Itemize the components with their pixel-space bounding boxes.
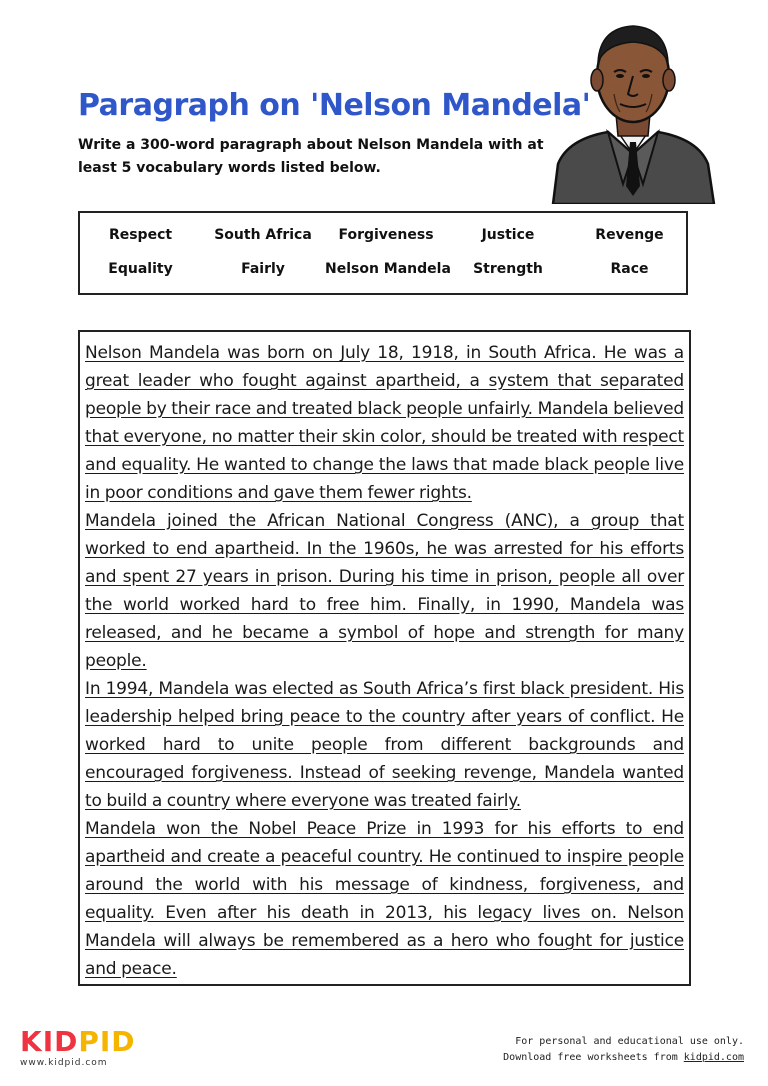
vocab-word: Revenge: [595, 227, 664, 243]
logo-kid-text: KID: [20, 1025, 79, 1058]
vocab-word: Fairly: [241, 261, 285, 277]
paragraph-text: Mandela won the Nobel Peace Prize in 1993 for his efforts to end apartheid and create a peaceful country. He continued to inspire people around the world with his message of kindness, forgiveness, and equality. Even after his death in 2013, his legacy lives on. Nelson Mandela will always be remembered as a hero who fought for justice and peace.: [85, 819, 684, 979]
page-title: Paragraph on 'Nelson Mandela': [78, 88, 591, 123]
vocabulary-grid: [80, 225, 686, 280]
footer-notice: [503, 1034, 744, 1066]
paragraph-text: In 1994, Mandela was elected as South Africa’s first black president. His leadership helped bring peace to the country after years of conflict. He worked hard to unite people from different backgrounds and encouraged forgiveness. Instead of seeking revenge, Mandela wanted to build a country where everyone was treated fairly.: [85, 679, 684, 811]
kidpid-link[interactable]: kidpid.com: [683, 1052, 744, 1063]
vocab-word: Forgiveness: [338, 227, 434, 243]
sample-paragraph-box: [78, 330, 691, 986]
instructions-text: Write a 300-word paragraph about Nelson Mandela with at least 5 vocabulary words listed below.: [78, 137, 544, 176]
paragraph-text: Mandela joined the African National Congress (ANC), a group that worked to end apartheid. In the 1960s, he was arrested for his efforts and spent 27 years in prison. During his time in prison, people all over the world worked hard to free him. Finally, in 1990, Mandela was released, and he became a symbol of hope and strength for many people.: [85, 511, 684, 671]
nelson-mandela-portrait-icon: [548, 14, 718, 204]
footer-download-text: Download free worksheets from: [503, 1052, 684, 1063]
logo-url: www.kidpid.com: [20, 1058, 108, 1068]
kidpid-logo: [18, 1025, 136, 1068]
paragraph-text: Nelson Mandela was born on July 18, 1918, in South Africa. He was a great leader who fought against apartheid, a system that separated people by their race and treated black people unfairly. Mandela believed that everyone, no matter their skin color, should be treated with respect and equality. He wanted to change the laws that made black people live in poor conditions and gave them fewer rights.: [85, 343, 684, 503]
vocabulary-box: [78, 211, 688, 295]
vocab-word: Nelson Mandela: [325, 261, 451, 277]
vocab-word: Equality: [108, 261, 173, 277]
logo-pid-text: PID: [78, 1025, 136, 1058]
vocab-word: Justice: [481, 227, 535, 243]
footer-line-usage: For personal and educational use only.: [515, 1036, 744, 1047]
vocab-word: Strength: [473, 261, 543, 277]
footer-line-download: [503, 1050, 744, 1066]
vocab-word: South Africa: [214, 227, 312, 243]
logo-wordmark: [20, 1026, 136, 1058]
vocab-word: Respect: [108, 227, 173, 243]
vocab-word: Race: [610, 261, 649, 277]
